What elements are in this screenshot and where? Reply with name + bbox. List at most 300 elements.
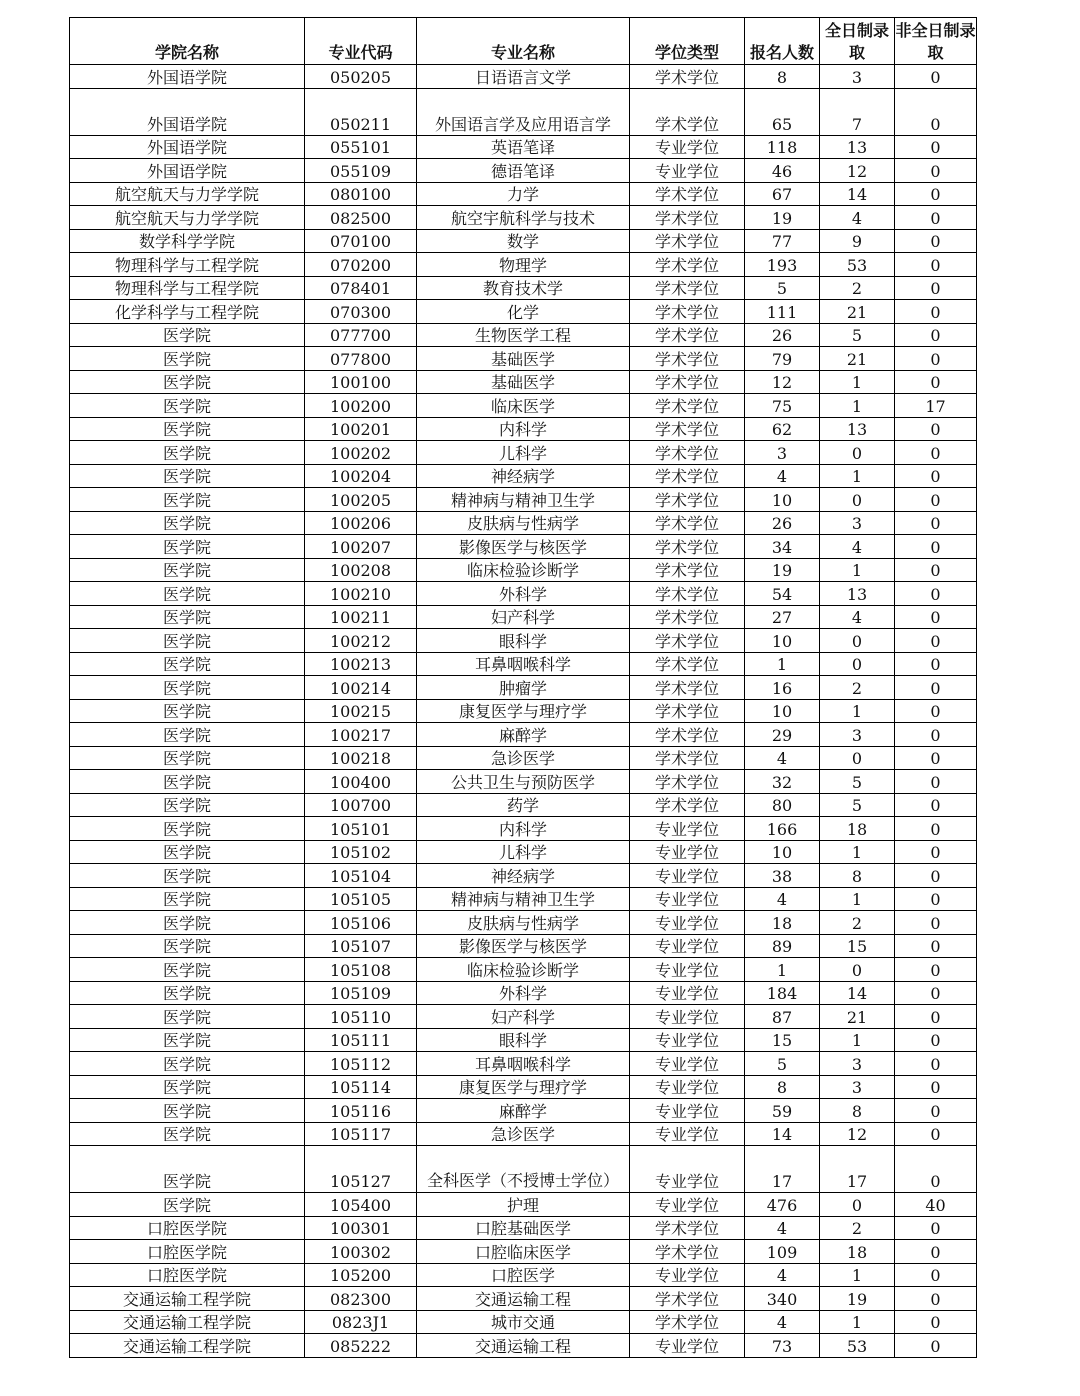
admissions-table	[69, 17, 977, 1358]
table-row	[70, 88, 977, 135]
parttime-admitted-cell: 17	[895, 394, 977, 418]
college-cell: 医学院	[70, 417, 305, 441]
college-cell: 物理科学与工程学院	[70, 253, 305, 277]
fulltime-admitted-cell: 1	[820, 464, 895, 488]
college-cell: 口腔医学院	[70, 1263, 305, 1287]
degree-type-cell: 学术学位	[630, 88, 745, 135]
college-cell: 医学院	[70, 911, 305, 935]
table-row	[70, 817, 977, 841]
college-cell: 医学院	[70, 1028, 305, 1052]
parttime-admitted-cell: 0	[895, 182, 977, 206]
table-row	[70, 535, 977, 559]
table-row	[70, 1052, 977, 1076]
applicants-cell: 10	[745, 840, 820, 864]
college-cell: 外国语学院	[70, 88, 305, 135]
fulltime-admitted-cell: 21	[820, 1005, 895, 1029]
college-cell: 医学院	[70, 1075, 305, 1099]
college-cell: 医学院	[70, 1146, 305, 1193]
table-row	[70, 159, 977, 183]
college-cell: 医学院	[70, 535, 305, 559]
college-cell: 医学院	[70, 441, 305, 465]
applicants-cell: 1	[745, 958, 820, 982]
college-cell: 医学院	[70, 699, 305, 723]
major-name-cell: 妇产科学	[417, 1005, 630, 1029]
major-name-cell: 内科学	[417, 417, 630, 441]
degree-type-cell: 学术学位	[630, 746, 745, 770]
degree-type-cell: 学术学位	[630, 535, 745, 559]
parttime-admitted-cell: 0	[895, 1263, 977, 1287]
fulltime-admitted-cell: 7	[820, 88, 895, 135]
degree-type-cell: 学术学位	[630, 723, 745, 747]
college-cell: 医学院	[70, 1193, 305, 1217]
admissions-table-page	[69, 17, 977, 1358]
major-code-cell: 100700	[305, 793, 417, 817]
major-code-cell: 082300	[305, 1287, 417, 1311]
parttime-admitted-cell: 0	[895, 1334, 977, 1358]
parttime-admitted-cell: 0	[895, 1005, 977, 1029]
applicants-cell: 34	[745, 535, 820, 559]
parttime-admitted-cell: 0	[895, 1075, 977, 1099]
college-cell: 外国语学院	[70, 65, 305, 89]
parttime-admitted-cell: 0	[895, 511, 977, 535]
col-header-applicants: 报名人数	[745, 18, 820, 65]
major-name-cell: 英语笔译	[417, 135, 630, 159]
fulltime-admitted-cell: 19	[820, 1287, 895, 1311]
table-row	[70, 1099, 977, 1123]
degree-type-cell: 学术学位	[630, 699, 745, 723]
parttime-admitted-cell: 0	[895, 464, 977, 488]
table-row	[70, 1146, 977, 1193]
parttime-admitted-cell: 0	[895, 370, 977, 394]
parttime-admitted-cell: 0	[895, 958, 977, 982]
table-row	[70, 1028, 977, 1052]
major-name-cell: 皮肤病与性病学	[417, 911, 630, 935]
major-code-cell: 100212	[305, 629, 417, 653]
table-row	[70, 911, 977, 935]
table-row	[70, 394, 977, 418]
major-code-cell: 100301	[305, 1216, 417, 1240]
college-cell: 医学院	[70, 652, 305, 676]
table-row	[70, 629, 977, 653]
parttime-admitted-cell: 0	[895, 746, 977, 770]
applicants-cell: 16	[745, 676, 820, 700]
major-code-cell: 100211	[305, 605, 417, 629]
parttime-admitted-cell: 0	[895, 1099, 977, 1123]
parttime-admitted-cell: 0	[895, 629, 977, 653]
applicants-cell: 10	[745, 699, 820, 723]
applicants-cell: 1	[745, 652, 820, 676]
col-header-parttime-admitted: 非全日制录取	[895, 18, 977, 65]
major-code-cell: 100200	[305, 394, 417, 418]
college-cell: 外国语学院	[70, 159, 305, 183]
parttime-admitted-cell: 0	[895, 65, 977, 89]
fulltime-admitted-cell: 0	[820, 652, 895, 676]
major-code-cell: 105127	[305, 1146, 417, 1193]
degree-type-cell: 专业学位	[630, 1334, 745, 1358]
fulltime-admitted-cell: 5	[820, 323, 895, 347]
table-row	[70, 887, 977, 911]
table-row	[70, 1005, 977, 1029]
fulltime-admitted-cell: 2	[820, 676, 895, 700]
college-cell: 医学院	[70, 629, 305, 653]
parttime-admitted-cell: 0	[895, 88, 977, 135]
fulltime-admitted-cell: 3	[820, 1052, 895, 1076]
parttime-admitted-cell: 0	[895, 135, 977, 159]
table-row	[70, 206, 977, 230]
parttime-admitted-cell: 0	[895, 488, 977, 512]
major-name-cell: 交通运输工程	[417, 1334, 630, 1358]
major-name-cell: 临床检验诊断学	[417, 558, 630, 582]
applicants-cell: 46	[745, 159, 820, 183]
major-name-cell: 教育技术学	[417, 276, 630, 300]
major-code-cell: 100201	[305, 417, 417, 441]
parttime-admitted-cell: 0	[895, 276, 977, 300]
college-cell: 医学院	[70, 464, 305, 488]
parttime-admitted-cell: 0	[895, 911, 977, 935]
major-name-cell: 全科医学（不授博士学位）	[417, 1146, 630, 1193]
college-cell: 交通运输工程学院	[70, 1310, 305, 1334]
fulltime-admitted-cell: 4	[820, 206, 895, 230]
applicants-cell: 4	[745, 464, 820, 488]
degree-type-cell: 学术学位	[630, 394, 745, 418]
parttime-admitted-cell: 0	[895, 723, 977, 747]
parttime-admitted-cell: 0	[895, 535, 977, 559]
table-row	[70, 676, 977, 700]
parttime-admitted-cell: 0	[895, 676, 977, 700]
degree-type-cell: 专业学位	[630, 1146, 745, 1193]
fulltime-admitted-cell: 53	[820, 1334, 895, 1358]
fulltime-admitted-cell: 1	[820, 370, 895, 394]
parttime-admitted-cell: 0	[895, 417, 977, 441]
major-code-cell: 105400	[305, 1193, 417, 1217]
major-name-cell: 城市交通	[417, 1310, 630, 1334]
table-row	[70, 65, 977, 89]
major-name-cell: 影像医学与核医学	[417, 934, 630, 958]
college-cell: 医学院	[70, 958, 305, 982]
degree-type-cell: 学术学位	[630, 488, 745, 512]
college-cell: 医学院	[70, 582, 305, 606]
major-code-cell: 070300	[305, 300, 417, 324]
table-row	[70, 182, 977, 206]
major-name-cell: 外国语言学及应用语言学	[417, 88, 630, 135]
parttime-admitted-cell: 0	[895, 582, 977, 606]
major-code-cell: 105114	[305, 1075, 417, 1099]
college-cell: 交通运输工程学院	[70, 1287, 305, 1311]
degree-type-cell: 学术学位	[630, 629, 745, 653]
parttime-admitted-cell: 0	[895, 981, 977, 1005]
degree-type-cell: 学术学位	[630, 65, 745, 89]
major-code-cell: 077800	[305, 347, 417, 371]
degree-type-cell: 专业学位	[630, 1005, 745, 1029]
major-name-cell: 基础医学	[417, 370, 630, 394]
fulltime-admitted-cell: 9	[820, 229, 895, 253]
table-row	[70, 1122, 977, 1146]
table-row	[70, 511, 977, 535]
major-name-cell: 口腔临床医学	[417, 1240, 630, 1264]
degree-type-cell: 专业学位	[630, 887, 745, 911]
major-name-cell: 数学	[417, 229, 630, 253]
fulltime-admitted-cell: 21	[820, 300, 895, 324]
degree-type-cell: 专业学位	[630, 159, 745, 183]
major-name-cell: 麻醉学	[417, 1099, 630, 1123]
fulltime-admitted-cell: 0	[820, 958, 895, 982]
applicants-cell: 32	[745, 770, 820, 794]
parttime-admitted-cell: 0	[895, 558, 977, 582]
applicants-cell: 166	[745, 817, 820, 841]
major-code-cell: 100218	[305, 746, 417, 770]
applicants-cell: 109	[745, 1240, 820, 1264]
degree-type-cell: 学术学位	[630, 676, 745, 700]
table-row	[70, 323, 977, 347]
college-cell: 医学院	[70, 1052, 305, 1076]
table-row	[70, 417, 977, 441]
parttime-admitted-cell: 0	[895, 934, 977, 958]
college-cell: 化学科学与工程学院	[70, 300, 305, 324]
parttime-admitted-cell: 0	[895, 699, 977, 723]
degree-type-cell: 学术学位	[630, 1240, 745, 1264]
table-row	[70, 253, 977, 277]
major-name-cell: 口腔基础医学	[417, 1216, 630, 1240]
col-header-major-name: 专业名称	[417, 18, 630, 65]
degree-type-cell: 学术学位	[630, 370, 745, 394]
applicants-cell: 10	[745, 629, 820, 653]
applicants-cell: 87	[745, 1005, 820, 1029]
applicants-cell: 14	[745, 1122, 820, 1146]
college-cell: 医学院	[70, 793, 305, 817]
fulltime-admitted-cell: 0	[820, 488, 895, 512]
parttime-admitted-cell: 0	[895, 1216, 977, 1240]
fulltime-admitted-cell: 8	[820, 864, 895, 888]
table-row	[70, 793, 977, 817]
col-header-degree-type: 学位类型	[630, 18, 745, 65]
applicants-cell: 4	[745, 887, 820, 911]
parttime-admitted-cell: 0	[895, 253, 977, 277]
fulltime-admitted-cell: 0	[820, 441, 895, 465]
applicants-cell: 65	[745, 88, 820, 135]
parttime-admitted-cell: 0	[895, 441, 977, 465]
fulltime-admitted-cell: 1	[820, 394, 895, 418]
table-row	[70, 347, 977, 371]
major-name-cell: 航空宇航科学与技术	[417, 206, 630, 230]
degree-type-cell: 专业学位	[630, 817, 745, 841]
degree-type-cell: 学术学位	[630, 1216, 745, 1240]
major-code-cell: 100202	[305, 441, 417, 465]
parttime-admitted-cell: 0	[895, 1028, 977, 1052]
degree-type-cell: 学术学位	[630, 323, 745, 347]
table-row	[70, 1216, 977, 1240]
major-code-cell: 055101	[305, 135, 417, 159]
major-name-cell: 药学	[417, 793, 630, 817]
major-code-cell: 100206	[305, 511, 417, 535]
major-code-cell: 078401	[305, 276, 417, 300]
major-name-cell: 眼科学	[417, 629, 630, 653]
degree-type-cell: 学术学位	[630, 417, 745, 441]
degree-type-cell: 学术学位	[630, 182, 745, 206]
college-cell: 医学院	[70, 370, 305, 394]
header-row	[70, 18, 977, 65]
applicants-cell: 75	[745, 394, 820, 418]
applicants-cell: 4	[745, 1216, 820, 1240]
applicants-cell: 5	[745, 1052, 820, 1076]
table-row	[70, 840, 977, 864]
degree-type-cell: 专业学位	[630, 864, 745, 888]
major-code-cell: 105109	[305, 981, 417, 1005]
applicants-cell: 4	[745, 1310, 820, 1334]
major-name-cell: 皮肤病与性病学	[417, 511, 630, 535]
college-cell: 医学院	[70, 1122, 305, 1146]
major-code-cell: 070100	[305, 229, 417, 253]
major-name-cell: 外科学	[417, 981, 630, 1005]
major-name-cell: 急诊医学	[417, 746, 630, 770]
applicants-cell: 4	[745, 1263, 820, 1287]
degree-type-cell: 学术学位	[630, 582, 745, 606]
fulltime-admitted-cell: 3	[820, 723, 895, 747]
major-code-cell: 100302	[305, 1240, 417, 1264]
major-code-cell: 105104	[305, 864, 417, 888]
parttime-admitted-cell: 0	[895, 887, 977, 911]
degree-type-cell: 学术学位	[630, 558, 745, 582]
major-name-cell: 耳鼻咽喉科学	[417, 652, 630, 676]
table-row	[70, 723, 977, 747]
fulltime-admitted-cell: 2	[820, 911, 895, 935]
major-code-cell: 100100	[305, 370, 417, 394]
major-name-cell: 化学	[417, 300, 630, 324]
major-code-cell: 100207	[305, 535, 417, 559]
major-name-cell: 影像医学与核医学	[417, 535, 630, 559]
college-cell: 医学院	[70, 347, 305, 371]
fulltime-admitted-cell: 15	[820, 934, 895, 958]
major-name-cell: 精神病与精神卫生学	[417, 887, 630, 911]
college-cell: 医学院	[70, 981, 305, 1005]
major-code-cell: 082500	[305, 206, 417, 230]
major-code-cell: 100400	[305, 770, 417, 794]
applicants-cell: 62	[745, 417, 820, 441]
applicants-cell: 27	[745, 605, 820, 629]
parttime-admitted-cell: 0	[895, 1287, 977, 1311]
applicants-cell: 89	[745, 934, 820, 958]
table-row	[70, 605, 977, 629]
major-code-cell: 105107	[305, 934, 417, 958]
college-cell: 物理科学与工程学院	[70, 276, 305, 300]
table-row	[70, 746, 977, 770]
fulltime-admitted-cell: 2	[820, 1216, 895, 1240]
degree-type-cell: 学术学位	[630, 1310, 745, 1334]
major-code-cell: 105108	[305, 958, 417, 982]
applicants-cell: 5	[745, 276, 820, 300]
fulltime-admitted-cell: 5	[820, 770, 895, 794]
college-cell: 医学院	[70, 864, 305, 888]
degree-type-cell: 专业学位	[630, 135, 745, 159]
parttime-admitted-cell: 0	[895, 1146, 977, 1193]
table-row	[70, 582, 977, 606]
applicants-cell: 59	[745, 1099, 820, 1123]
college-cell: 外国语学院	[70, 135, 305, 159]
major-name-cell: 外科学	[417, 582, 630, 606]
major-name-cell: 儿科学	[417, 441, 630, 465]
major-name-cell: 物理学	[417, 253, 630, 277]
fulltime-admitted-cell: 21	[820, 347, 895, 371]
applicants-cell: 193	[745, 253, 820, 277]
major-code-cell: 105105	[305, 887, 417, 911]
table-row	[70, 135, 977, 159]
fulltime-admitted-cell: 2	[820, 276, 895, 300]
major-name-cell: 急诊医学	[417, 1122, 630, 1146]
fulltime-admitted-cell: 3	[820, 1075, 895, 1099]
fulltime-admitted-cell: 1	[820, 699, 895, 723]
parttime-admitted-cell: 0	[895, 864, 977, 888]
table-row	[70, 276, 977, 300]
applicants-cell: 19	[745, 558, 820, 582]
college-cell: 医学院	[70, 394, 305, 418]
applicants-cell: 476	[745, 1193, 820, 1217]
major-code-cell: 105116	[305, 1099, 417, 1123]
fulltime-admitted-cell: 18	[820, 1240, 895, 1264]
applicants-cell: 80	[745, 793, 820, 817]
college-cell: 口腔医学院	[70, 1216, 305, 1240]
applicants-cell: 8	[745, 1075, 820, 1099]
major-name-cell: 儿科学	[417, 840, 630, 864]
college-cell: 医学院	[70, 558, 305, 582]
college-cell: 医学院	[70, 1005, 305, 1029]
major-name-cell: 力学	[417, 182, 630, 206]
applicants-cell: 4	[745, 746, 820, 770]
major-name-cell: 妇产科学	[417, 605, 630, 629]
fulltime-admitted-cell: 18	[820, 817, 895, 841]
major-code-cell: 100214	[305, 676, 417, 700]
major-name-cell: 护理	[417, 1193, 630, 1217]
parttime-admitted-cell: 0	[895, 1310, 977, 1334]
applicants-cell: 17	[745, 1146, 820, 1193]
applicants-cell: 26	[745, 511, 820, 535]
degree-type-cell: 学术学位	[630, 253, 745, 277]
applicants-cell: 19	[745, 206, 820, 230]
major-code-cell: 100204	[305, 464, 417, 488]
major-name-cell: 口腔医学	[417, 1263, 630, 1287]
degree-type-cell: 学术学位	[630, 770, 745, 794]
major-code-cell: 105117	[305, 1122, 417, 1146]
applicants-cell: 12	[745, 370, 820, 394]
fulltime-admitted-cell: 5	[820, 793, 895, 817]
applicants-cell: 29	[745, 723, 820, 747]
college-cell: 医学院	[70, 323, 305, 347]
fulltime-admitted-cell: 0	[820, 629, 895, 653]
college-cell: 医学院	[70, 488, 305, 512]
applicants-cell: 67	[745, 182, 820, 206]
table-row	[70, 441, 977, 465]
major-name-cell: 内科学	[417, 817, 630, 841]
college-cell: 医学院	[70, 511, 305, 535]
table-row	[70, 934, 977, 958]
major-name-cell: 临床检验诊断学	[417, 958, 630, 982]
major-name-cell: 肿瘤学	[417, 676, 630, 700]
fulltime-admitted-cell: 1	[820, 1028, 895, 1052]
college-cell: 航空航天与力学学院	[70, 182, 305, 206]
fulltime-admitted-cell: 1	[820, 558, 895, 582]
fulltime-admitted-cell: 3	[820, 511, 895, 535]
college-cell: 交通运输工程学院	[70, 1334, 305, 1358]
college-cell: 医学院	[70, 770, 305, 794]
table-row	[70, 1193, 977, 1217]
college-cell: 医学院	[70, 1099, 305, 1123]
table-row	[70, 488, 977, 512]
degree-type-cell: 学术学位	[630, 652, 745, 676]
fulltime-admitted-cell: 13	[820, 417, 895, 441]
college-cell: 医学院	[70, 605, 305, 629]
college-cell: 医学院	[70, 676, 305, 700]
major-name-cell: 生物医学工程	[417, 323, 630, 347]
major-code-cell: 100217	[305, 723, 417, 747]
applicants-cell: 54	[745, 582, 820, 606]
